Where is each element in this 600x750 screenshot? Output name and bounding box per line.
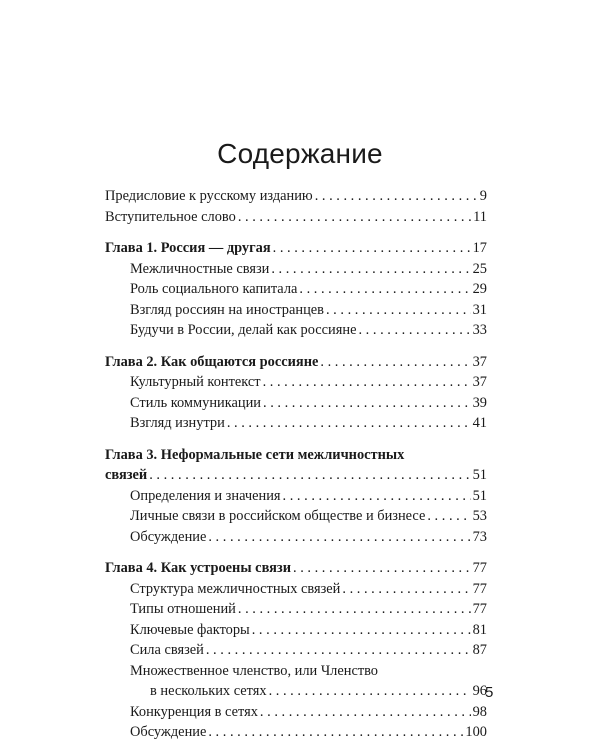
- toc-page-number: 17: [472, 240, 487, 256]
- toc-page-number: 31: [472, 301, 487, 318]
- leader-dots: [427, 506, 470, 527]
- toc-section[interactable]: [105, 320, 487, 341]
- leader-dots: [273, 238, 471, 259]
- toc-chapter-label: связей: [105, 467, 148, 483]
- toc-page-number: 9: [479, 188, 487, 204]
- toc-section-label: Ключевые факторы: [130, 621, 250, 638]
- toc-section-label: Роль социального капитала: [130, 281, 298, 297]
- leader-dots: [208, 722, 463, 743]
- toc-section[interactable]: [105, 579, 487, 600]
- leader-dots: [293, 558, 471, 579]
- toc-section[interactable]: [105, 640, 487, 661]
- toc-section[interactable]: [105, 702, 487, 723]
- toc-page-number: 37: [472, 353, 487, 370]
- toc-section[interactable]: [105, 527, 487, 548]
- toc-section-multiline-line1[interactable]: [105, 661, 487, 682]
- leader-dots: [320, 352, 470, 373]
- toc-entry-preface[interactable]: [105, 186, 487, 207]
- page-title: Содержание: [217, 138, 383, 169]
- toc-section-label: Взгляд россиян на иностранцев: [130, 301, 324, 318]
- toc-page-number: 51: [472, 487, 487, 504]
- toc-section-label: Стиль коммуникации: [130, 394, 261, 411]
- leader-dots: [238, 207, 471, 228]
- leader-dots: [299, 279, 470, 300]
- leader-dots: [206, 640, 471, 661]
- leader-dots: [149, 465, 470, 486]
- toc-section-label: Взгляд изнутри: [130, 415, 225, 431]
- toc-section-label: Сила связей: [130, 642, 204, 658]
- toc-page-number: 77: [472, 601, 487, 617]
- toc-section-label: Обсуждение: [130, 724, 207, 740]
- leader-dots: [260, 702, 471, 723]
- toc-section-label: в нескольких сетях: [150, 683, 267, 699]
- toc-section[interactable]: [105, 599, 487, 620]
- leader-dots: [358, 320, 470, 341]
- toc-chapter-label: Глава 4. Как устроены связи: [105, 560, 292, 576]
- toc-chapter-label: Глава 2. Как общаются россияне: [105, 353, 319, 370]
- toc-section-label: Типы отношений: [130, 601, 236, 617]
- leader-dots: [208, 527, 470, 548]
- toc-section[interactable]: [105, 413, 487, 434]
- page-number: 5: [485, 684, 494, 701]
- toc-section-label: Обсуждение: [130, 528, 207, 545]
- leader-dots: [263, 393, 471, 414]
- toc-section-label: Множественное членство, или Членство: [130, 662, 379, 679]
- toc-page-number: 81: [472, 621, 487, 638]
- leader-dots: [227, 413, 471, 434]
- toc-page-number: 77: [472, 580, 487, 597]
- toc-chapter-label: Глава 1. Россия — другая: [105, 240, 271, 256]
- leader-dots: [283, 486, 471, 507]
- toc-page-number: 77: [472, 560, 487, 576]
- toc-chapter-1[interactable]: [105, 238, 487, 259]
- toc-page-number: 11: [473, 208, 487, 225]
- leader-dots: [269, 681, 471, 702]
- toc-section[interactable]: [105, 486, 487, 507]
- toc-page-number: 53: [472, 508, 487, 524]
- toc-page-number: 73: [472, 528, 487, 545]
- leader-dots: [252, 620, 471, 641]
- toc-section-label: Определения и значения: [130, 487, 281, 504]
- toc-page-number: 39: [472, 394, 487, 411]
- toc-section[interactable]: [105, 620, 487, 641]
- toc-page-number: 33: [472, 322, 487, 338]
- toc-page-number: 98: [472, 703, 487, 720]
- toc-page-number: 29: [472, 281, 487, 297]
- toc-section[interactable]: [105, 372, 487, 393]
- toc-section-label: Конкуренция в сетях: [130, 703, 258, 720]
- toc-section-label: Межличностные связи: [130, 260, 270, 277]
- toc-section-label: Структура межличностных связей: [130, 580, 341, 597]
- toc-page-number: 41: [472, 415, 487, 431]
- toc-section[interactable]: [105, 279, 487, 300]
- toc-entry-label: Предисловие к русскому изданию: [105, 188, 313, 204]
- toc-page-number: 100: [465, 724, 487, 740]
- toc-section[interactable]: [105, 300, 487, 321]
- toc-page-number: 37: [472, 374, 487, 390]
- toc-chapter-2[interactable]: [105, 352, 487, 373]
- toc-section[interactable]: [105, 393, 487, 414]
- leader-dots: [263, 372, 471, 393]
- toc-section-label: Культурный контекст: [130, 374, 261, 390]
- toc-page-number: 25: [472, 260, 487, 277]
- toc-section[interactable]: [105, 681, 487, 702]
- toc-page-number: 51: [472, 467, 487, 483]
- table-of-contents: [105, 186, 487, 743]
- toc-page-number: 87: [472, 642, 487, 658]
- leader-dots: [326, 300, 471, 321]
- toc-section-label: Личные связи в российском обществе и бизнесе: [130, 508, 426, 524]
- leader-dots: [315, 186, 478, 207]
- leader-dots: [271, 259, 470, 280]
- toc-section[interactable]: [105, 506, 487, 527]
- toc-entry-label: Вступительное слово: [105, 208, 236, 225]
- toc-section-label: Будучи в России, делай как россияне: [130, 322, 357, 338]
- toc-page-number: 96: [472, 683, 487, 699]
- toc-chapter-3-line1[interactable]: Глава 3. Неформальные сети межличностных: [105, 446, 405, 463]
- toc-entry-foreword[interactable]: [105, 207, 487, 228]
- toc-section[interactable]: [105, 722, 487, 743]
- leader-dots: [342, 579, 470, 600]
- toc-chapter-3[interactable]: [105, 465, 487, 486]
- leader-dots: [238, 599, 471, 620]
- toc-chapter-4[interactable]: [105, 558, 487, 579]
- toc-section[interactable]: [105, 259, 487, 280]
